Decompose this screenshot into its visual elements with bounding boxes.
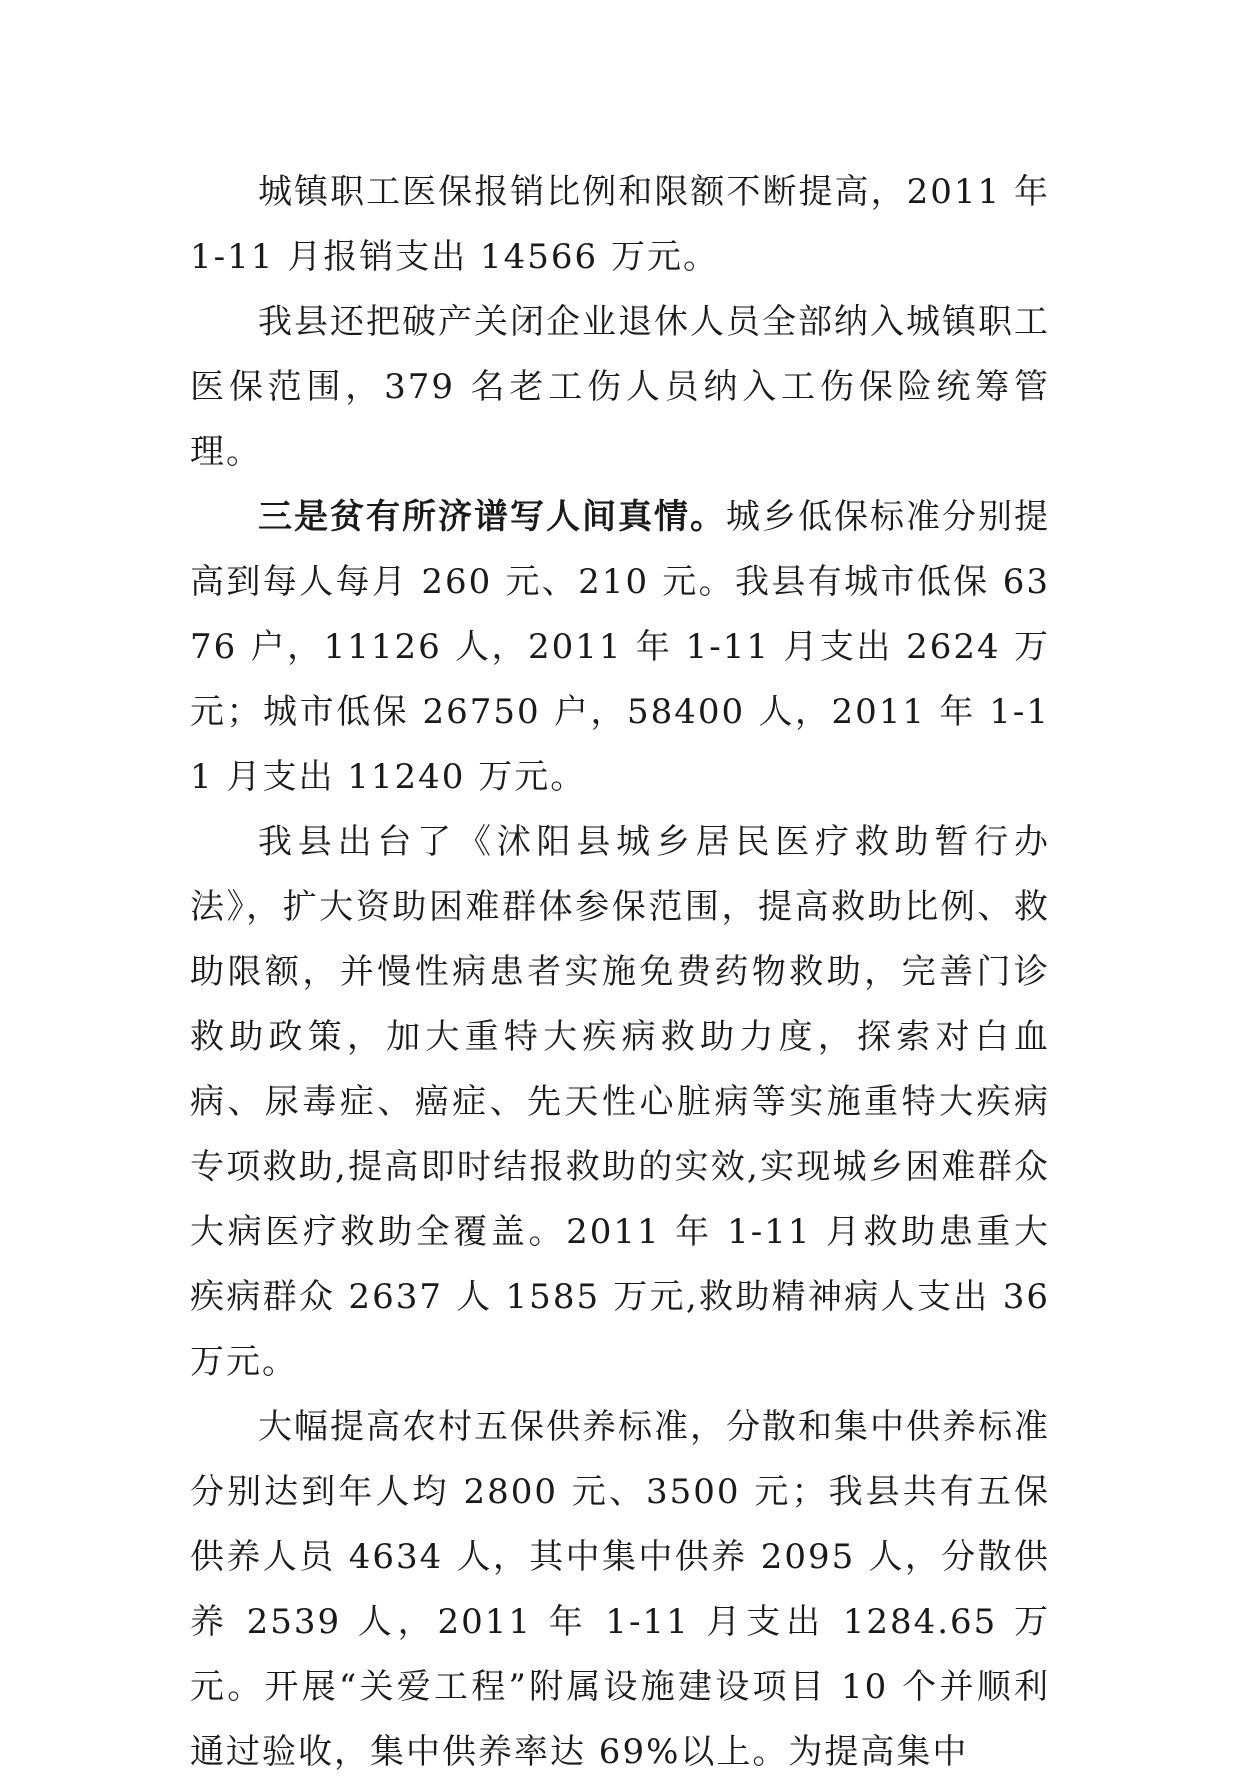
paragraph-five-guarantees [190,1395,1050,1785]
paragraph-medical-insurance [190,160,1050,290]
paragraph-text: 我县还把破产关闭企业退休人员全部纳入城镇职工医保范围，379 名老工伤人员纳入工伤保险统筹管理。 [190,302,1050,472]
paragraph-retirees-coverage [190,290,1050,485]
paragraph-text: 城镇职工医保报销比例和限额不断提高，2011 年 1-11 月报销支出 14566 万元。 [190,172,1050,277]
document-body [190,160,1050,1785]
paragraph-text: 城乡低保标准分别提高到每人每月 260 元、210 元。我县有城市低保 6376 户，11126 人，2011 年 1-11 月支出 2624 万元；城市低保 26750 户，58400 人，2011 年 1-11 月支出 11240 万元。 [190,497,1050,797]
paragraph-lead-heading: 三是贫有所济谱写人间真情。 [258,497,726,537]
paragraph-medical-assistance [190,810,1050,1395]
paragraph-text: 大幅提高农村五保供养标准，分散和集中供养标准分别达到年人均 2800 元、3500 元；我县共有五保供养人员 4634 人，其中集中供养 2095 人，分散供养 2539 人，2011 年 1-11 月支出 1284.65 万元。开展“关爱工程”附属设施建设项目 10 个并顺利通过验收，集中供养率达 69%以上。为提高集中 [190,1407,1050,1772]
paragraph-poverty-relief [190,485,1050,810]
paragraph-text: 我县出台了《沭阳县城乡居民医疗救助暂行办法》，扩大资助困难群体参保范围，提高救助比例、救助限额，并慢性病患者实施免费药物救助，完善门诊救助政策，加大重特大疾病救助力度，探索对白血病、尿毒症、癌症、先天性心脏病等实施重特大疾病专项救助,提高即时结报救助的实效,实现城乡困难群众大病医疗救助全覆盖。2011 年 1-11 月救助患重大疾病群众 2637 人 1585 万元,救助精神病人支出 36 万元。 [190,822,1050,1382]
